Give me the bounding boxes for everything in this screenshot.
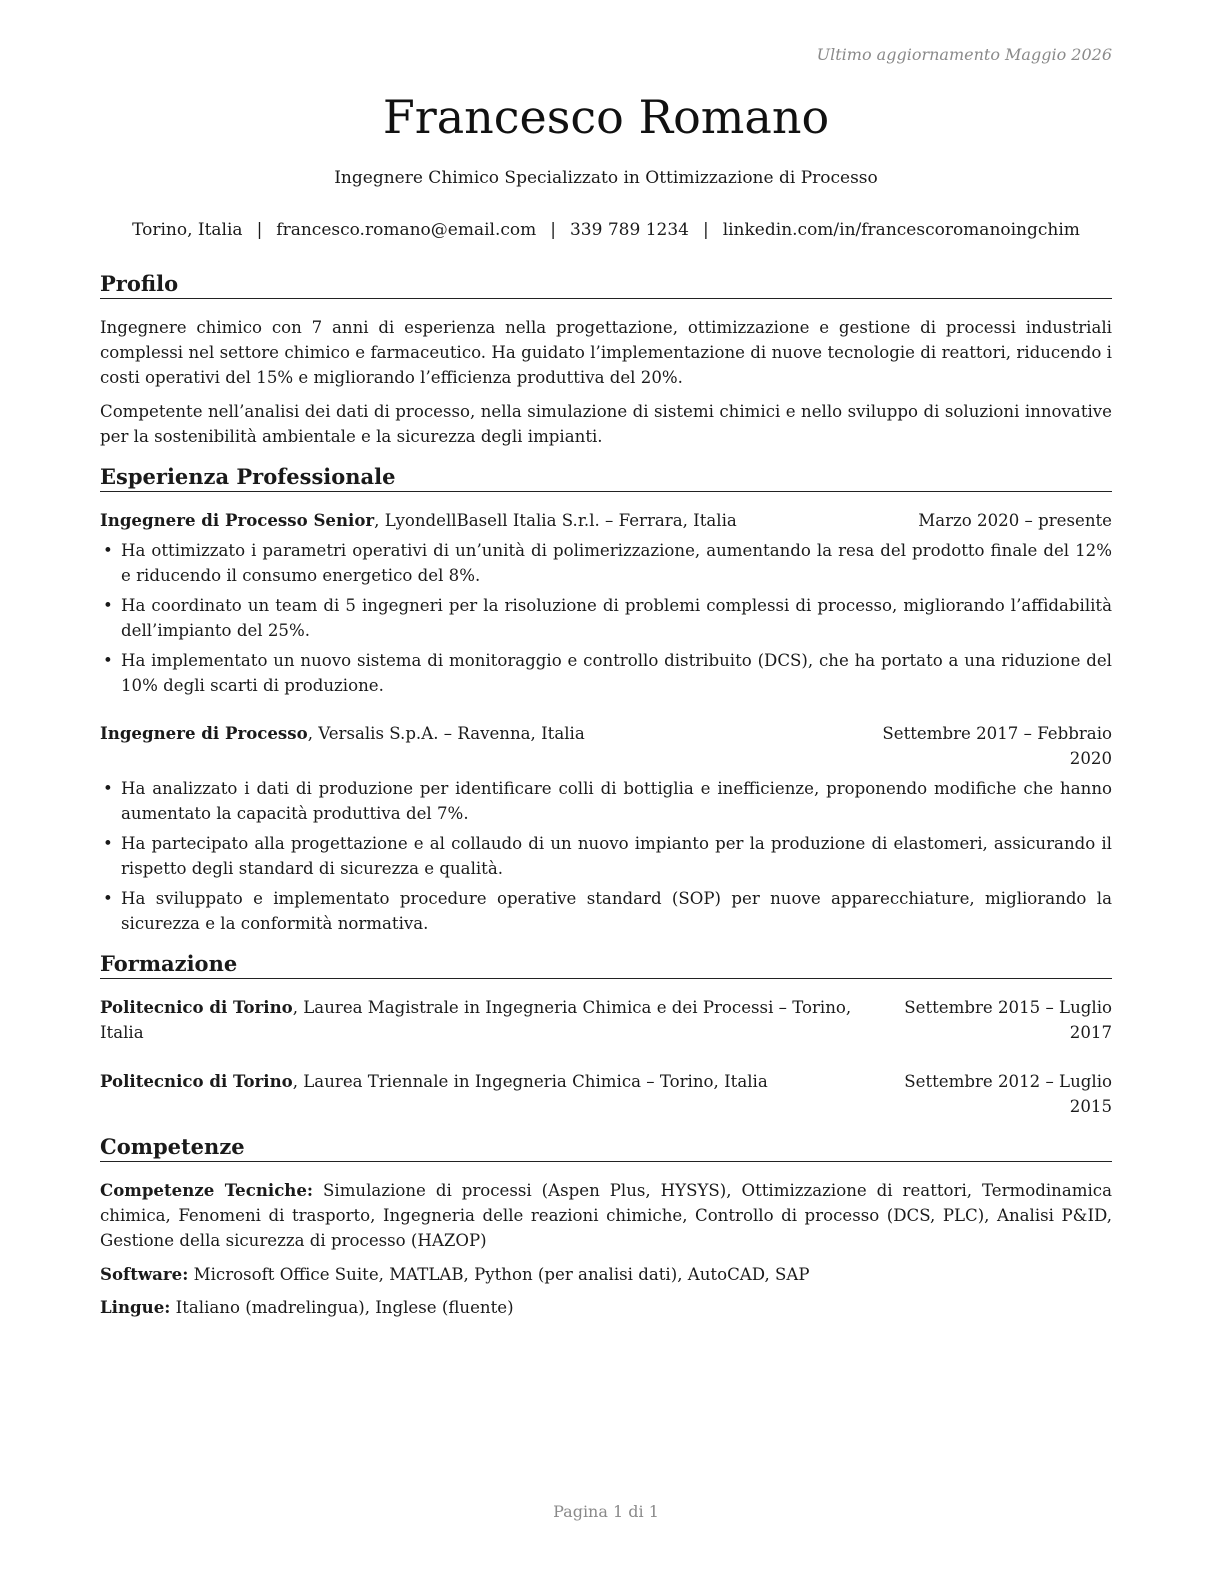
job-role-company bbox=[100, 721, 585, 746]
bullet-icon: • bbox=[103, 889, 113, 908]
list-item bbox=[100, 831, 1112, 881]
skills-label: Software: bbox=[100, 1264, 189, 1284]
skills-text: Italiano (madrelingua), Inglese (fluente) bbox=[170, 1298, 514, 1317]
education-dates bbox=[880, 1069, 1112, 1119]
job-role: Ingegnere di Processo Senior bbox=[100, 510, 375, 530]
job-bullets bbox=[100, 538, 1112, 703]
section-title-skills: Competenze bbox=[100, 1134, 1112, 1162]
skills-item bbox=[100, 1295, 1112, 1320]
contact-line bbox=[100, 220, 1112, 240]
education-dates bbox=[880, 995, 1112, 1045]
list-item bbox=[100, 593, 1112, 643]
education-dates-line: 2015 bbox=[1069, 1097, 1112, 1116]
list-item bbox=[100, 776, 1112, 826]
education-item bbox=[100, 995, 1112, 1045]
job-bullets bbox=[100, 776, 1112, 941]
education-dates-line: Settembre 2015 – Luglio bbox=[904, 998, 1112, 1017]
list-item bbox=[100, 538, 1112, 588]
bullet-icon: • bbox=[103, 596, 113, 615]
job-role-company bbox=[100, 508, 737, 533]
contact-location: Torino, Italia bbox=[132, 220, 243, 240]
contact-separator: | bbox=[550, 220, 556, 240]
education-dates-line: 2017 bbox=[1069, 1023, 1112, 1042]
bullet-text: Ha partecipato alla progettazione e al collaudo di un nuovo impianto per la produzione di elastomeri, assicurando il rispetto degli standard di sicurezza e qualità. bbox=[121, 834, 1112, 878]
bullet-icon: • bbox=[103, 834, 113, 853]
list-item bbox=[100, 886, 1112, 936]
bullet-text: Ha ottimizzato i parametri operativi di un’unità di polimerizzazione, aumentando la resa del prodotto finale del 12% e riducendo il consumo energetico del 8%. bbox=[121, 541, 1112, 585]
contact-linkedin[interactable]: linkedin.com/in/francescoromanoingchim bbox=[722, 220, 1080, 240]
contact-email[interactable]: francesco.romano@email.com bbox=[276, 220, 537, 240]
skills-label: Competenze Tecniche: bbox=[100, 1180, 314, 1200]
bullet-text: Ha coordinato un team di 5 ingegneri per la risoluzione di problemi complessi di processo, migliorando l’affidabilità dell’impianto del 25%. bbox=[121, 596, 1112, 640]
job-dates bbox=[882, 721, 1112, 771]
bullet-text: Ha implementato un nuovo sistema di monitoraggio e controllo distribuito (DCS), che ha portato a una riduzione del 10% degli scarti di produzione. bbox=[121, 651, 1112, 695]
bullet-text: Ha analizzato i dati di produzione per identificare colli di bottiglia e inefficienze, proponendo modifiche che hanno aumentato la capacità produttiva del 7%. bbox=[121, 779, 1112, 823]
skills-item bbox=[100, 1262, 1112, 1287]
bullet-icon: • bbox=[103, 779, 113, 798]
contact-separator: | bbox=[702, 220, 709, 240]
education-degree bbox=[100, 995, 880, 1045]
contact-separator: | bbox=[256, 220, 263, 240]
job-dates-line: 2020 bbox=[1069, 749, 1112, 768]
page-number: Pagina 1 di 1 bbox=[553, 1502, 659, 1521]
skills-item bbox=[100, 1178, 1112, 1253]
job-company: , Versalis S.p.A. – Ravenna, Italia bbox=[307, 724, 585, 743]
job-dates-line: Settembre 2017 – Febbraio bbox=[882, 724, 1112, 743]
bullet-icon: • bbox=[103, 651, 113, 670]
job-header bbox=[100, 508, 1112, 533]
section-title-experience: Esperienza Professionale bbox=[100, 464, 1112, 492]
bullet-icon: • bbox=[103, 541, 113, 560]
education-degree bbox=[100, 1069, 860, 1094]
resume-page bbox=[100, 0, 1112, 1584]
job-title: Ingegnere Chimico Specializzato in Ottimizzazione di Processo bbox=[334, 168, 878, 188]
job-header bbox=[100, 721, 1112, 771]
bullet-text: Ha sviluppato e implementato procedure operative standard (SOP) per nuove apparecchiature, migliorando la sicurezza e la conformità normativa. bbox=[121, 889, 1112, 933]
job-role: Ingegnere di Processo bbox=[100, 723, 308, 743]
last-updated: Ultimo aggiornamento Maggio 2026 bbox=[816, 45, 1112, 64]
education-school: Politecnico di Torino bbox=[100, 997, 293, 1017]
skills-label: Lingue: bbox=[100, 1297, 171, 1317]
section-title-profile: Profilo bbox=[100, 271, 1112, 299]
profile-paragraph: Competente nell’analisi dei dati di processo, nella simulazione di sistemi chimici e nello sviluppo di soluzioni innovative per la sostenibilità ambientale e la sicurezza degli impianti. bbox=[100, 402, 1112, 446]
education-degree-text: , Laurea Magistrale in Ingegneria Chimica e dei Processi – Torino, bbox=[292, 998, 852, 1017]
profile-paragraph: Ingegnere chimico con 7 anni di esperienza nella progettazione, ottimizzazione e gestione di processi industriali complessi nel settore chimico e farmaceutico. Ha guidato l’implementazione di nuove tecnologie di reattori, riducendo i costi operativi del 15% e migliorando l’efficienza produttiva del 20%. bbox=[100, 318, 1112, 387]
education-degree-text: Italia bbox=[100, 1023, 144, 1042]
education-school: Politecnico di Torino bbox=[100, 1071, 293, 1091]
education-item bbox=[100, 1069, 1112, 1119]
skills-text: Simulazione di processi (Aspen Plus, HYSYS), Ottimizzazione di reattori, Termodinamica chimica, Fenomeni di trasporto, Ingegneria delle reazioni chimiche, Controllo di processo (DCS, PLC), Analisi P&ID, Gestione della sicurezza di processo (HAZOP) bbox=[100, 1181, 1112, 1250]
job-company: , LyondellBasell Italia S.r.l. – Ferrara, Italia bbox=[374, 511, 737, 530]
section-title-education: Formazione bbox=[100, 951, 1112, 979]
person-name: Francesco Romano bbox=[382, 90, 830, 144]
list-item bbox=[100, 648, 1112, 698]
education-degree-text: , Laurea Triennale in Ingegneria Chimica – Torino, Italia bbox=[292, 1072, 768, 1091]
skills-text: Microsoft Office Suite, MATLAB, Python (per analisi dati), AutoCAD, SAP bbox=[188, 1265, 810, 1284]
education-dates-line: Settembre 2012 – Luglio bbox=[904, 1072, 1112, 1091]
contact-phone[interactable]: 339 789 1234 bbox=[569, 220, 689, 240]
job-dates: Marzo 2020 – presente bbox=[918, 511, 1112, 530]
